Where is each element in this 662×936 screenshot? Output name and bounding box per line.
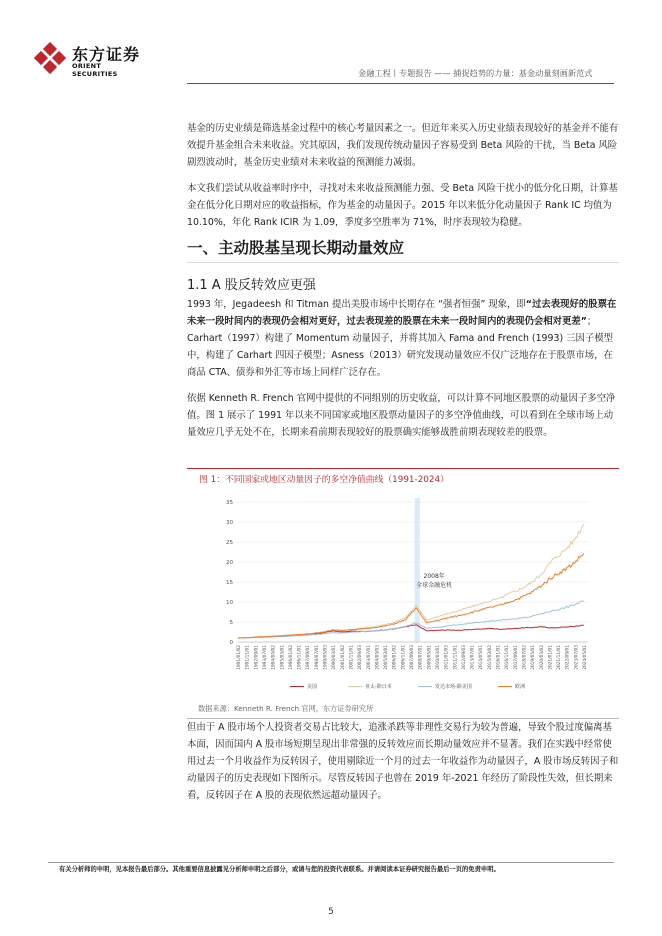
logo-en-text: ORIENT SECURITIES: [72, 62, 118, 78]
x-tick-label: 1995/03/01: [280, 645, 286, 670]
paragraph-3-text-b: ；Carhart（1997）构建了 Momentum 动量因子，并将其加入 Fama and French (1993) 三因子模型中，构建了 Carhart 四因子模型；Asness（2013）研究发现动量效应不仅广泛地存在于股票市场，在商品 CTA、债券和外汇等市场上同样广泛存在。: [187, 316, 613, 378]
series-line-2: [238, 524, 584, 638]
x-tick-label: 2022/09/01: [565, 645, 571, 670]
legend-swatch: [498, 686, 512, 687]
x-tick-label: 2019/05/01: [531, 645, 537, 670]
x-tick-label: 1994/05/02: [271, 645, 277, 670]
legend-item: [418, 683, 472, 690]
annotation-line-2: 全球金融危机: [416, 582, 453, 589]
legend-label: 亚太-除日本: [365, 684, 392, 690]
legend-item: [498, 683, 525, 690]
subsection-heading: 1.1 A 股反转效应更强: [187, 278, 316, 293]
header-divider: [187, 83, 614, 84]
logo-cn-text: 东方证券: [72, 45, 141, 64]
x-tick-label: 2005/03/01: [384, 645, 390, 670]
x-tick-label: 1993/07/01: [262, 645, 268, 670]
paragraph-1: 基金的历史业绩是筛选基金过程中的核心考量因素之一。但近年来买入历史业绩表现较好的基金并不能有效提升基金组合未来收益。究其原因，我们发现传统动量因子容易受到 Beta 风险的干扰，当 Beta 风险剧烈波动时，基金历史业绩对未来收益的预测能力减弱。: [187, 123, 619, 168]
x-tick-label: 2010/03/01: [435, 645, 441, 670]
x-tick-label: 2020/03/02: [539, 645, 545, 670]
x-tick-label: 2006/01/02: [392, 645, 398, 670]
x-tick-label: 1991/01/02: [237, 645, 242, 670]
x-tick-label: 2021/11/01: [557, 645, 563, 670]
y-tick-label: 15: [226, 580, 233, 586]
paragraph-3-bold: “过去表现好的股票在未来一段时间内的表现仍会相对更好，过去表现差的股票在未来一段时间内的表现仍会相对更差”: [187, 299, 617, 327]
x-tick-label: 2003/07/01: [366, 645, 372, 670]
legend-label: 美国: [307, 684, 318, 690]
paragraph-3: [187, 296, 619, 381]
x-tick-label: 2006/11/01: [401, 645, 407, 670]
legend-label: 发达市场-除美国: [435, 684, 472, 690]
x-tick-label: 1996/11/01: [297, 645, 303, 670]
x-tick-label: 2009/05/01: [427, 645, 433, 670]
x-tick-label: 2002/09/03: [358, 645, 364, 670]
section-heading: 一、主动股基呈现长期动量效应: [187, 239, 405, 257]
x-tick-label: 2000/03/01: [332, 645, 338, 670]
x-tick-label: 2007/09/03: [410, 645, 415, 670]
page-number: 5: [328, 907, 334, 917]
paragraph-5: 但由于 A 股市场个人投资者交易占比较大，追涨杀跌等非理性交易行为较为普遍，导致个股过度偏离基本面，因而国内 A 股市场短期呈现出非常强的反转效应而长期动量效应并不显著。我们在实践中经常使用过去一个月收益作为反转因子，使用剔除近一个月的过去一年收益作为动量因子，A 股市场反转因子和动量因子的历史表现如下图所示。尽管反转因子也曾在 2019 年-2021 年经历了阶段性失效，但长期来看，反转因子在 A 股的表现依然远超动量因子。: [187, 722, 619, 801]
logo-icon: [34, 42, 66, 74]
x-tick-label: 2015/03/02: [487, 645, 493, 670]
y-tick-label: 25: [226, 540, 233, 546]
x-tick-label: 2001/01/02: [340, 645, 346, 670]
x-tick-label: 2021/01/01: [548, 645, 554, 670]
y-tick-label: 20: [226, 560, 233, 566]
x-tick-label: 2023/07/03: [574, 645, 580, 670]
x-tick-label: 2017/09/01: [513, 645, 519, 670]
legend-item: [348, 683, 392, 690]
y-tick-label: 5: [229, 620, 233, 626]
x-tick-label: 2024/05/01: [583, 645, 588, 670]
x-tick-label: 2013/07/01: [470, 645, 476, 670]
x-tick-label: 2012/09/03: [461, 645, 467, 670]
crisis-highlight-band: [415, 498, 420, 642]
legend-swatch: [348, 686, 362, 687]
paragraph-3-text-a: 1993 年，Jegadeesh 和 Titman 提出美股市场中长期存在 “强者恒强” 现象，即: [187, 299, 526, 310]
x-tick-label: 2016/01/01: [496, 645, 502, 670]
chart-legend: [290, 683, 590, 695]
x-tick-label: 1998/07/01: [314, 645, 320, 670]
annotation-line-1: 2008年: [423, 573, 445, 580]
x-tick-label: 2001/11/01: [349, 645, 355, 670]
momentum-line-chart: [196, 490, 596, 670]
y-tick-label: 35: [226, 500, 233, 506]
x-tick-label: 1997/09/01: [306, 645, 312, 670]
y-tick-label: 0: [229, 640, 233, 646]
x-tick-label: 2011/11/01: [453, 645, 459, 670]
figure-source: 数据来源：Kenneth R. French 官网，东方证券研究所: [198, 704, 374, 713]
paragraph-2: 本文我们尝试从收益率时序中，寻找对未来收益预测能力强、受 Beta 风险干扰小的低分化日期，计算基金在低分化日期对应的收益指标，作为基金的动量因子。2015 年以来低分化动量因子 Rank IC 均值为 10.10%，年化 Rank ICIR 为 1.09，季度多空胜率为 71%，时序表现较为稳健。: [187, 183, 618, 228]
paragraph-4: 依据 Kenneth R. French 官网中提供的不同组别的历史收益，可以计算不同地区股票的动量因子多空净值。图 1 展示了 1991 年以来不同国家或地区股票动量因子的多空净值曲线，可以看到在全球市场上动量效应几乎无处不在，长期来看前期表现较好的股票确实能够战胜前期表现较差的股票。: [187, 393, 616, 438]
x-tick-label: 2004/05/03: [375, 645, 381, 670]
x-tick-label: 2018/07/02: [522, 645, 528, 670]
y-tick-label: 10: [226, 600, 233, 606]
x-tick-label: 2008/07/01: [418, 645, 424, 670]
legend-label: 欧洲: [515, 684, 526, 690]
figure-title-bar: [187, 468, 619, 488]
legend-swatch: [418, 686, 432, 687]
disclaimer-divider: [48, 862, 614, 863]
heading-divider: [187, 262, 619, 263]
y-tick-label: 30: [226, 520, 233, 526]
x-tick-label: 1992/09/01: [254, 645, 260, 670]
figure-title: 图 1：不同国家或地区动量因子的多空净值曲线（1991-2024）: [199, 475, 449, 485]
running-header: 金融工程丨专题报告 —— 捕捉趋势的力量：基金动量刻画新范式: [358, 68, 593, 78]
x-tick-label: 1999/05/03: [323, 645, 329, 670]
x-tick-label: 1996/01/02: [288, 645, 294, 670]
company-logo: [34, 38, 144, 78]
disclaimer-text: 有关分析师的申明，见本报告最后部分。其他重要信息披露见分析师申明之后部分，或请与您的投资代表联系。并请阅读本证券研究报告最后一页的免责申明。: [59, 866, 500, 873]
x-tick-label: 2014/05/01: [479, 645, 485, 670]
x-tick-label: 2011/01/03: [444, 645, 450, 670]
x-tick-label: 1991/11/01: [245, 645, 251, 670]
legend-item: [290, 683, 317, 690]
series-line-3: [238, 601, 584, 638]
legend-swatch: [290, 686, 304, 687]
x-tick-label: 2016/11/01: [505, 645, 511, 670]
